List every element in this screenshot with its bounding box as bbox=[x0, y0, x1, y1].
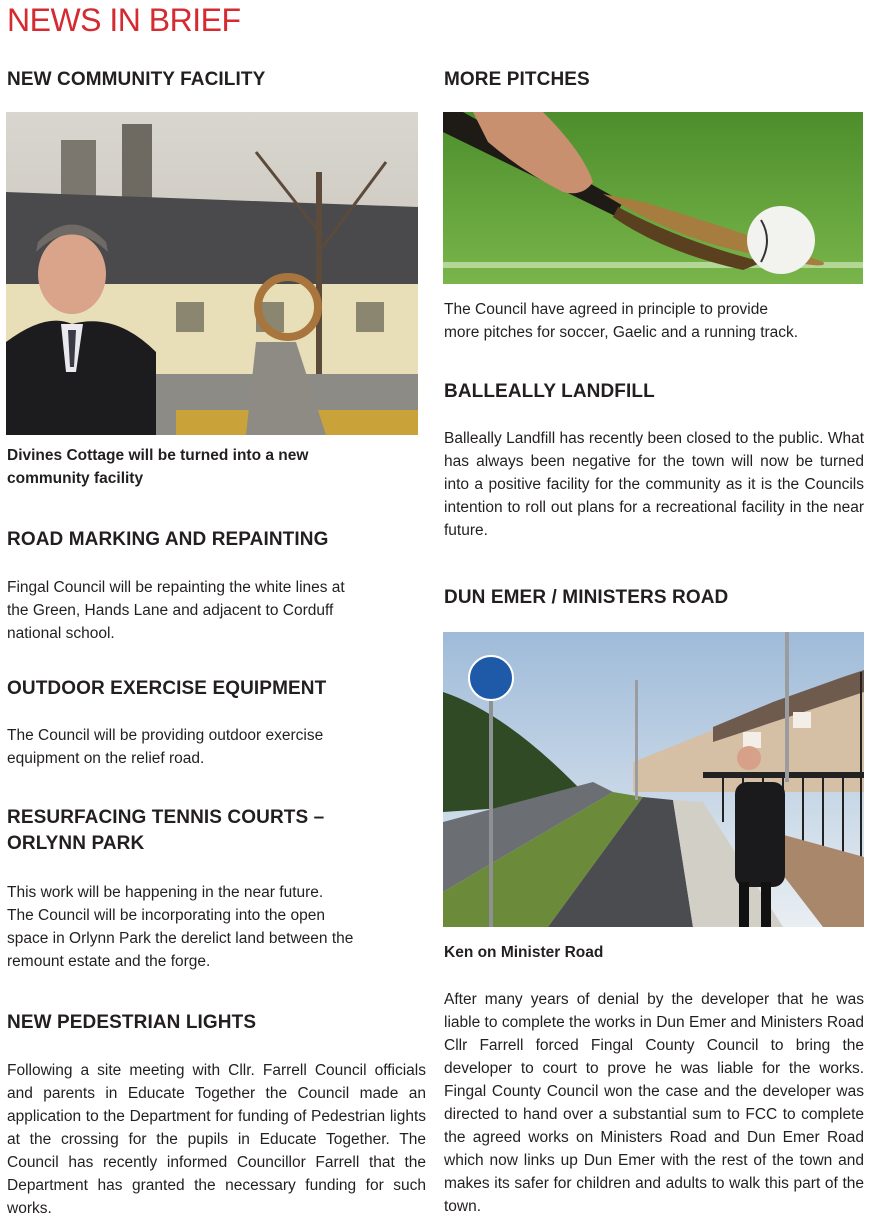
balleally-landfill-text: Balleally Landfill has recently been closed to the public. What has always been negative for the town will now be turned into a positive facility for the community as it is the Councils intention to roll out plans for a recreational facility in the near future. bbox=[444, 430, 864, 539]
tennis-courts-text: This work will be happening in the near future. The Council will be incorporating into the open space in Orlynn Park the derelict land between the remount estate and the forge. bbox=[7, 884, 354, 970]
community-facility-caption: Divines Cottage will be turned into a new community facility bbox=[7, 447, 309, 487]
ministers-road-photo bbox=[443, 632, 864, 927]
more-pitches-text: The Council have agreed in principle to provide more pitches for soccer, Gaelic and a running track. bbox=[444, 301, 799, 341]
outdoor-exercise-text: The Council will be providing outdoor exercise equipment on the relief road. bbox=[7, 727, 324, 767]
heading-pedestrian-lights: NEW PEDESTRIAN LIGHTS bbox=[7, 1012, 257, 1033]
heading-balleally-landfill: BALLEALLY LANDFILL bbox=[444, 381, 655, 402]
hurley-ball-photo bbox=[443, 112, 863, 284]
heading-new-community-facility: NEW COMMUNITY FACILITY bbox=[7, 69, 266, 90]
heading-outdoor-exercise: OUTDOOR EXERCISE EQUIPMENT bbox=[7, 678, 327, 699]
pedestrian-lights-text: Following a site meeting with Cllr. Farrell Council officials and parents in Educate Together the Council made an application to the Department for funding of Pedestrian lights at the crossing for the pupils in Educate Together. The Council has recently informed Councillor Farrell that the Department has granted the necessary funding for such works. bbox=[7, 1062, 426, 1217]
road-marking-text: Fingal Council will be repainting the white lines at the Green, Hands Lane and adjacent to Corduff national school. bbox=[7, 579, 345, 642]
heading-more-pitches: MORE PITCHES bbox=[444, 69, 590, 90]
dun-emer-text: After many years of denial by the developer that he was liable to complete the works in Dun Emer and Ministers Road Cllr Farrell forced Fingal County Council to bring the developer to court to prove he was liable for the works. Fingal County Council won the case and the developer was directed to hand over a substantial sum to FCC to complete the agreed works on Ministers Road and Dun Emer Road which now links up Dun Emer with the rest of the town and makes its safer for children and adults to walk this part of the town. bbox=[444, 991, 864, 1215]
heading-resurfacing-tennis: RESURFACING TENNIS COURTS – ORLYNN PARK bbox=[7, 807, 325, 854]
heading-road-marking: ROAD MARKING AND REPAINTING bbox=[7, 529, 329, 550]
community-facility-photo bbox=[6, 112, 418, 435]
ministers-road-caption: Ken on Minister Road bbox=[444, 944, 604, 961]
masthead-title: NEWS IN BRIEF bbox=[7, 2, 241, 38]
heading-dun-emer-ministers-road: DUN EMER / MINISTERS ROAD bbox=[444, 587, 729, 608]
